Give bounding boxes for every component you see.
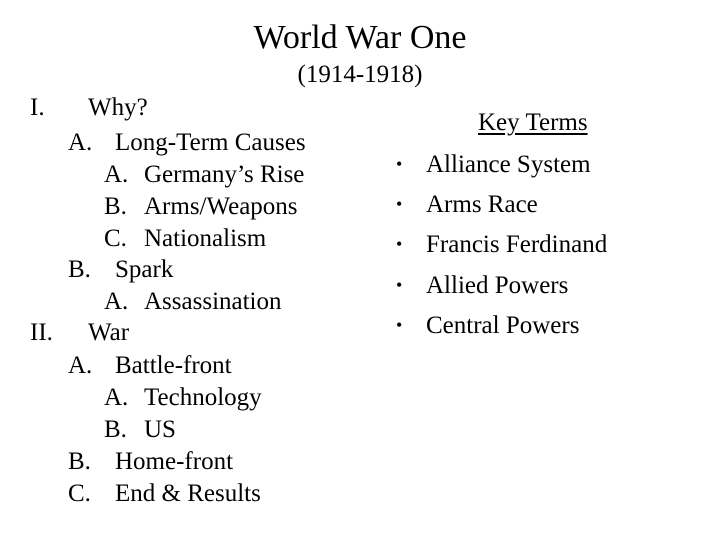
outline-item-why xyxy=(30,93,148,123)
outline-item-us xyxy=(104,415,176,445)
key-term-text: Arms Race xyxy=(426,191,538,218)
outline-marker: A. xyxy=(68,352,93,379)
outline-text: Technology xyxy=(144,384,262,411)
key-term-item xyxy=(396,189,538,220)
outline-item-war xyxy=(30,318,129,348)
key-term-text: Central Powers xyxy=(426,312,580,339)
key-term-item xyxy=(396,270,568,301)
outline-item-home-front xyxy=(68,447,233,477)
outline-text: Germany’s Rise xyxy=(144,161,305,188)
bullet-icon: • xyxy=(396,194,403,214)
outline-text: Why? xyxy=(88,94,148,121)
outline-marker: A. xyxy=(104,288,129,315)
outline-marker: C. xyxy=(68,480,91,507)
key-term-item xyxy=(396,149,591,180)
outline-marker: A. xyxy=(104,384,129,411)
key-term-text: Alliance System xyxy=(426,151,591,178)
outline-text: Spark xyxy=(115,256,174,283)
key-terms-heading: Key Terms xyxy=(478,109,588,136)
outline-text: Home-front xyxy=(115,448,234,475)
outline-item-end-and-results xyxy=(68,479,261,509)
bullet-icon: • xyxy=(396,234,403,254)
outline-item-arms-weapons xyxy=(104,192,298,222)
slide-subtitle: (1914-1918) xyxy=(297,61,423,88)
slide-title: World War One xyxy=(253,19,467,56)
key-term-text: Francis Ferdinand xyxy=(426,231,608,258)
outline-marker: B. xyxy=(104,416,127,443)
outline-item-germanys-rise xyxy=(104,160,304,190)
outline-marker: II. xyxy=(30,319,53,346)
outline-marker: A. xyxy=(104,161,129,188)
outline-text: Arms/Weapons xyxy=(144,193,298,220)
outline-text: Assassination xyxy=(144,288,282,315)
outline-marker: B. xyxy=(104,193,127,220)
outline-marker: B. xyxy=(68,448,91,475)
bullet-icon: • xyxy=(396,315,403,335)
outline-marker: A. xyxy=(68,129,93,156)
key-term-item xyxy=(396,229,607,260)
outline-marker: C. xyxy=(104,225,127,252)
outline-text: Nationalism xyxy=(144,225,267,252)
outline-text: Battle-front xyxy=(115,352,232,379)
key-term-item xyxy=(396,310,579,341)
outline-item-assassination xyxy=(104,287,282,317)
outline-marker: I. xyxy=(30,94,45,121)
outline-text: US xyxy=(144,416,176,443)
outline-item-battle-front xyxy=(68,351,232,381)
outline-marker: B. xyxy=(68,256,91,283)
key-term-text: Allied Powers xyxy=(426,272,569,299)
outline-item-technology xyxy=(104,383,262,413)
bullet-icon: • xyxy=(396,275,403,295)
outline-item-long-term-causes xyxy=(68,128,306,158)
outline-item-nationalism xyxy=(104,224,266,254)
outline-text: Long-Term Causes xyxy=(115,129,306,156)
bullet-icon: • xyxy=(396,154,403,174)
outline-text: End & Results xyxy=(115,480,261,507)
outline-item-spark xyxy=(68,255,173,285)
outline-text: War xyxy=(88,319,130,346)
